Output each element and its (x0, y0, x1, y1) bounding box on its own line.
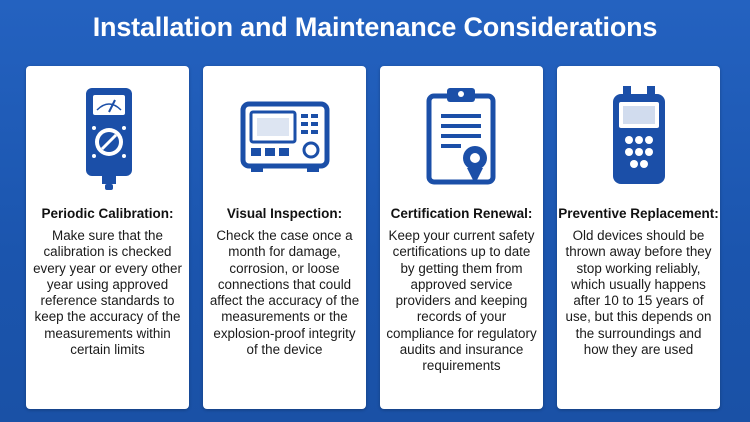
card-certification-renewal (380, 66, 543, 409)
card-heading: Certification Renewal: (390, 206, 533, 221)
card-preventive-replacement (557, 66, 720, 409)
multimeter-icon (26, 84, 189, 194)
card-text: Old devices should be thrown away before they stop working reliably, which usually happens after 10 to 15 years of use, but this depends on the surroundings and how they are used (565, 228, 712, 358)
card-periodic-calibration (26, 66, 189, 409)
card-text: Keep your current safety certifications up to date by getting them from approved service providers and keeping records of your compliance for regulatory audits and insurance requirements (386, 228, 537, 374)
card-text: Check the case once a month for damage, corrosion, or loose connections that could affect the accuracy of the measurements or the explosion-proof integrity of the device (209, 228, 360, 358)
page-title: Installation and Maintenance Considerations (92, 12, 658, 42)
card-heading: Preventive Replacement: (558, 206, 719, 221)
card-heading: Periodic Calibration: (41, 206, 174, 221)
card-heading: Visual Inspection: (226, 206, 343, 221)
clipboard-certificate-icon (380, 84, 543, 194)
handheld-device-icon (557, 84, 720, 194)
card-visual-inspection (203, 66, 366, 409)
card-text: Make sure that the calibration is checked every year or every other year using approved reference standards to keep the accuracy of the measurements within certain limits (33, 228, 182, 358)
test-instrument-icon (203, 84, 366, 194)
